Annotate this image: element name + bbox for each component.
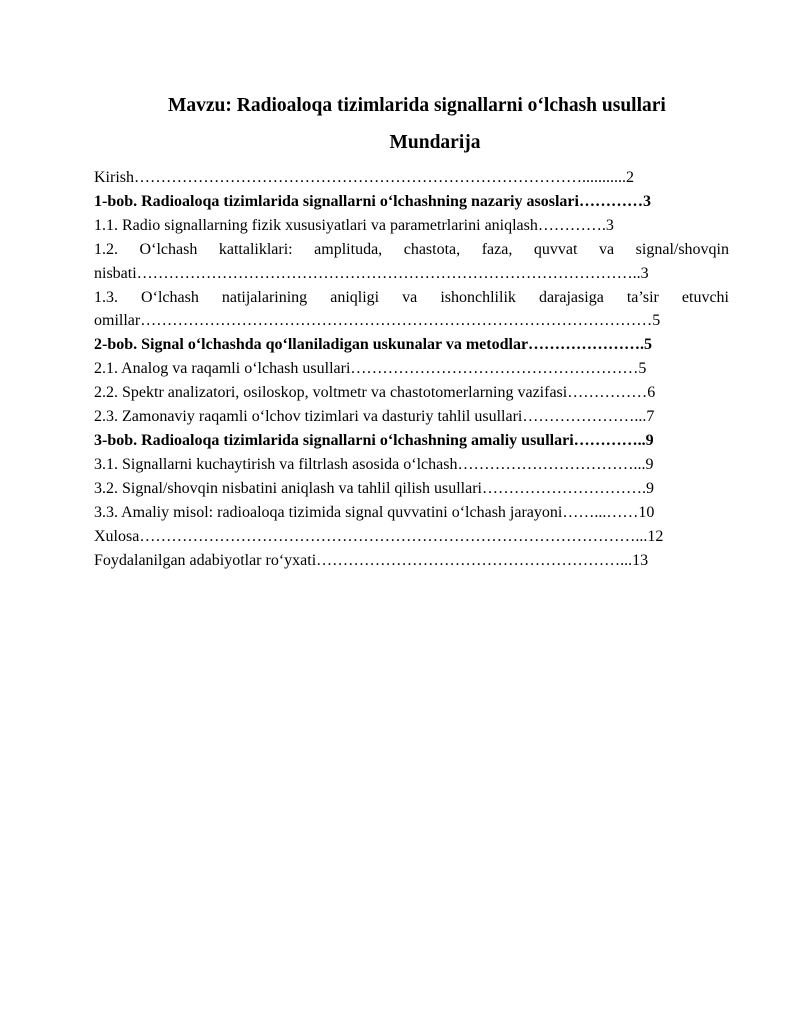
toc-entry xyxy=(94,453,729,477)
toc-entry-text: Xulosa…………………………………………………………………………………...12 xyxy=(94,527,664,545)
toc-entry-text: 2.3. Zamonaviy raqamli o‘lchov tizimlari va dasturiy tahlil usullari…………………...7 xyxy=(94,408,655,426)
table-of-contents xyxy=(94,166,729,572)
toc-entry-text: 1.1. Radio signallarning fizik xususiyatlari va parametrlarini aniqlash………….3 xyxy=(94,216,614,234)
toc-entry-text: Kirish…………………………………………………………………………...........2 xyxy=(94,169,634,186)
toc-entry-text: 3-bob. Radioaloqa tizimlarida signallarni o‘lchashning amaliy usullari…………..9 xyxy=(94,431,654,449)
toc-entry xyxy=(94,333,729,357)
toc-entry-continuation: nisbati…………………………………………………………………………………..3 xyxy=(94,264,649,282)
toc-entry-text: 2.1. Analog va raqamli o‘lchash usullari………………………………………………5 xyxy=(94,360,647,378)
toc-entry xyxy=(94,525,729,549)
toc-entry-continuation: omillar……………………………………………………………………………………5 xyxy=(94,312,661,330)
toc-entry xyxy=(94,501,729,525)
toc-entry xyxy=(94,286,729,334)
toc-entry xyxy=(94,214,729,238)
toc-entry xyxy=(94,357,729,381)
toc-entry xyxy=(94,190,729,214)
toc-entry xyxy=(94,405,729,429)
document-topic: Mavzu: Radioaloqa tizimlarida signallarni o‘lchash usullari xyxy=(168,95,666,116)
toc-entry xyxy=(94,238,729,286)
toc-entry-text: 3.2. Signal/shovqin nisbatini aniqlash va tahlil qilish usullari………………………….9 xyxy=(94,479,654,497)
toc-entry xyxy=(94,549,729,573)
toc-entry xyxy=(94,429,729,453)
toc-entry-text: 3.3. Amaliy misol: radioaloqa tizimida signal quvvatini o‘lchash jarayoni……...……10 xyxy=(94,503,655,521)
toc-entry-text: 2-bob. Signal o‘lchashda qo‘llaniladigan uskunalar va metodlar………………….5 xyxy=(94,336,653,354)
toc-entry-text: 1-bob. Radioaloqa tizimlarida signallarni o‘lchashning nazariy asoslari…………3 xyxy=(94,192,651,210)
toc-entry-text: 1.2. O‘lchash kattaliklari: amplituda, chastota, faza, quvvat va signal/shovqin xyxy=(94,240,729,258)
toc-heading: Mundarija xyxy=(389,132,481,153)
toc-entry xyxy=(94,166,729,190)
toc-entry xyxy=(94,381,729,405)
toc-entry-text: 3.1. Signallarni kuchaytirish va filtrlash asosida o‘lchash……………………………...9 xyxy=(94,455,654,473)
toc-entry xyxy=(94,477,729,501)
toc-entry-text: 2.2. Spektr analizatori, osiloskop, voltmetr va chastotomerlarning vazifasi……………6 xyxy=(94,384,656,402)
toc-entry-text: Foydalanilgan adabiyotlar ro‘yxati…………………………………………………...13 xyxy=(94,551,649,569)
toc-entry-text: 1.3. O‘lchash natijalarining aniqligi va ishonchlilik darajasiga ta’sir etuvchi xyxy=(94,288,729,306)
